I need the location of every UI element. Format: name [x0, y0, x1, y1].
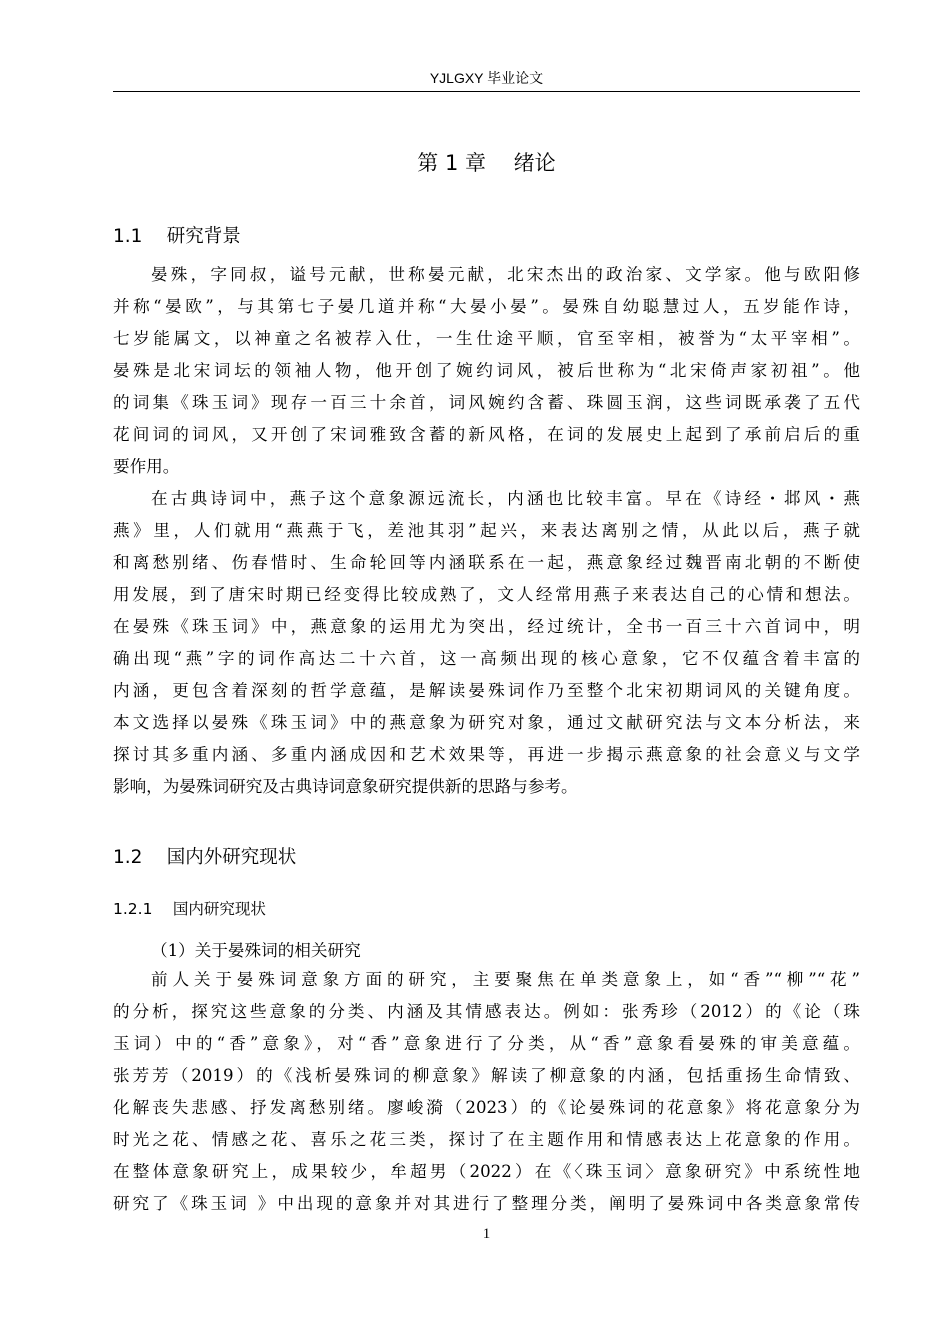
text-line: 晏殊，字同叔，谥号元献，世称晏元献，北宋杰出的政治家、文学家。他与欧阳修: [151, 265, 860, 284]
text-line: 用发展，到了唐宋时期已经变得比较成熟了，文人经常用燕子来表达自己的心情和想法。: [113, 585, 860, 604]
page-number: 1: [482, 1226, 491, 1242]
text-line: 前人关于晏殊词意象方面的研究，主要聚焦在单类意象上，如“香”“柳”“花”: [151, 970, 860, 989]
text-line: 研究了《珠玉词 》中出现的意象并对其进行了整理分类，阐明了晏殊词中各类意象常传: [113, 1194, 860, 1213]
text-line: 七岁能属文，以神童之名被荐入仕，一生仕途平顺，官至宰相，被誉为“太平宰相”。: [113, 329, 860, 348]
page-header: YJLGXY 毕业论文: [429, 70, 544, 86]
text-line: 并称“晏欧”，与其第七子晏几道并称“大晏小晏”。晏殊自幼聪慧过人，五岁能作诗，: [113, 297, 860, 316]
text-line: 影响，为晏殊词研究及古典诗词意象研究提供新的思路与参考。: [113, 777, 578, 796]
text-line: 在古典诗词中，燕子这个意象源远流长，内涵也比较丰富。早在《诗经・邶风・燕: [151, 489, 860, 508]
text-line: 时光之花、情感之花、喜乐之花三类，探讨了在主题作用和情感表达上花意象的作用。: [113, 1130, 860, 1149]
text-line: 花间词的词风，又开创了宋词雅致含蓄的新风格，在词的发展史上起到了承前启后的重: [113, 425, 860, 444]
text-line: 和离愁别绪、伤春惜时、生命轮回等内涵联系在一起，燕意象经过魏晋南北朝的不断使: [113, 553, 860, 572]
text-line: 张芳芳（2019）的《浅析晏殊词的柳意象》解读了柳意象的内涵，包括重扬生命情致、: [113, 1066, 860, 1085]
header-divider: [113, 91, 860, 92]
chapter-title: 第 1 章 绪论: [417, 151, 556, 175]
section-heading-1-1: 1.1 研究背景: [113, 226, 241, 247]
text-line: 内涵，更包含着深刻的哲学意蕴，是解读晏殊词作乃至整个北宋初期词风的关键角度。: [113, 681, 860, 700]
text-line: 探讨其多重内涵、多重内涵成因和艺术效果等，再进一步揭示燕意象的社会意义与文学: [113, 745, 860, 764]
text-line: 的词集《珠玉词》现存一百三十余首，词风婉约含蓄、珠圆玉润，这些词既承袭了五代: [113, 393, 860, 412]
text-line: 晏殊是北宋词坛的领袖人物，他开创了婉约词风，被后世称为“北宋倚声家初祖”。他: [113, 361, 860, 380]
text-line: 的分析，探究这些意象的分类、内涵及其情感表达。例如：张秀珍（2012）的《论（珠: [113, 1002, 860, 1021]
text-line: 在晏殊《珠玉词》中，燕意象的运用尤为突出，经过统计，全书一百三十六首词中，明: [113, 617, 860, 636]
subsection-heading-1-2-1: 1.2.1 国内研究现状: [113, 900, 266, 918]
text-line: 确出现“燕”字的词作高达二十六首，这一高频出现的核心意象，它不仅蕴含着丰富的: [113, 649, 860, 668]
text-line: 本文选择以晏殊《珠玉词》中的燕意象为研究对象，通过文献研究法与文本分析法，来: [113, 713, 860, 732]
text-line: 化解丧失悲感、抒发离愁别绪。廖峻漪（2023）的《论晏殊词的花意象》将花意象分为: [113, 1098, 860, 1117]
text-line: 要作用。: [113, 457, 180, 476]
section-heading-1-2: 1.2 国内外研究现状: [113, 847, 297, 868]
text-line: 燕》里，人们就用“燕燕于飞，差池其羽”起兴，来表达离别之情，从此以后，燕子就: [113, 521, 860, 540]
list-item-label: （1）关于晏殊词的相关研究: [151, 941, 361, 960]
text-line: 在整体意象研究上，成果较少，牟超男（2022）在《〈珠玉词〉意象研究》中系统性地: [113, 1162, 860, 1181]
text-line: 玉词）中的“香”意象》，对“香”意象进行了分类，从“香”意象看晏殊的审美意蕴。: [113, 1034, 860, 1053]
